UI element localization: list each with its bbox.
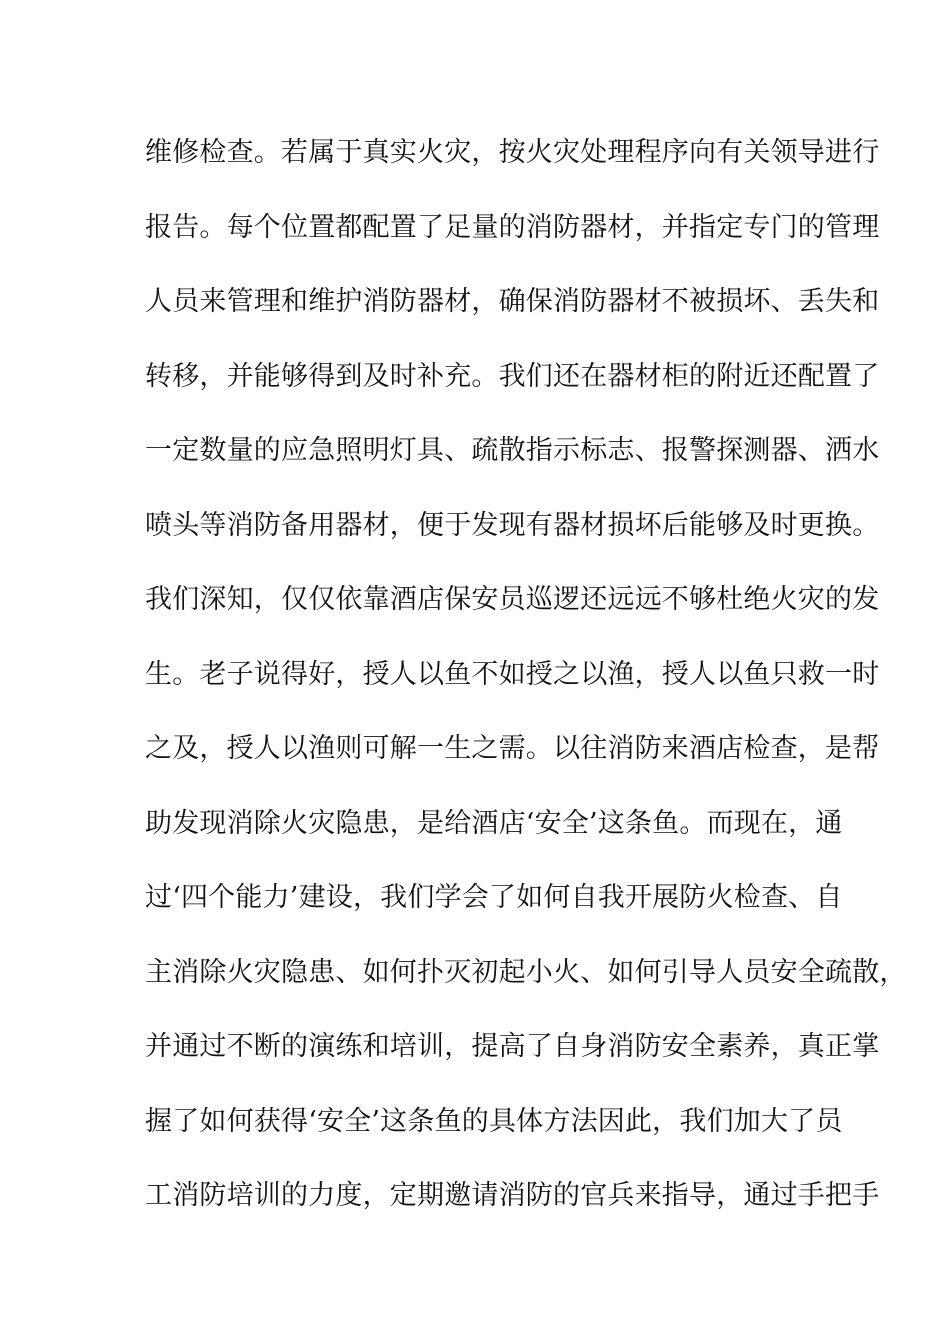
text-line: 之及，授人以渔则可解一生之需。以往消防来酒店检查，是帮 — [145, 733, 880, 764]
text-line: 握了如何获得‘安全’这条鱼的具体方法因此，我们加大了员 — [145, 1105, 843, 1137]
body-text — [145, 128, 907, 1246]
text-line: 维修检查。若属于真实火灾，按火灾处理程序向有关领导进行 — [145, 137, 880, 168]
text-line: 过‘四个能力’建设，我们学会了如何自我开展防火检查、自 — [145, 882, 843, 913]
text-line: 一定数量的应急照明灯具、疏散指示标志、报警探测器、洒水 — [145, 435, 880, 466]
text-line: 转移，并能够得到及时补充。我们还在器材柜的附近还配置了 — [145, 360, 880, 392]
text-line: 主消除火灾隐患、如何扑灭初起小火、如何引导人员安全疏散， — [145, 956, 907, 988]
text-line: 报告。每个位置都配置了足量的消防器材，并指定专门的管理 — [145, 211, 880, 243]
text-line: 生。老子说得好，授人以鱼不如授之以渔，授人以鱼只救一时 — [145, 658, 880, 690]
text-line: 助发现消除火灾隐患，是给酒店‘安全’这条鱼。而现在，通 — [145, 807, 843, 839]
text-line: 喷头等消防备用器材，便于发现有器材损坏后能够及时更换。 — [145, 509, 880, 541]
text-line: 并通过不断的演练和培训，提高了自身消防安全素养，真正掌 — [145, 1031, 880, 1062]
text-line: 工消防培训的力度，定期邀请消防的官兵来指导，通过手把手 — [145, 1180, 880, 1211]
text-line: 人员来管理和维护消防器材，确保消防器材不被损坏、丢失和 — [145, 286, 880, 317]
text-line: 我们深知，仅仅依靠酒店保安员巡逻还远远不够杜绝火灾的发 — [145, 584, 880, 615]
